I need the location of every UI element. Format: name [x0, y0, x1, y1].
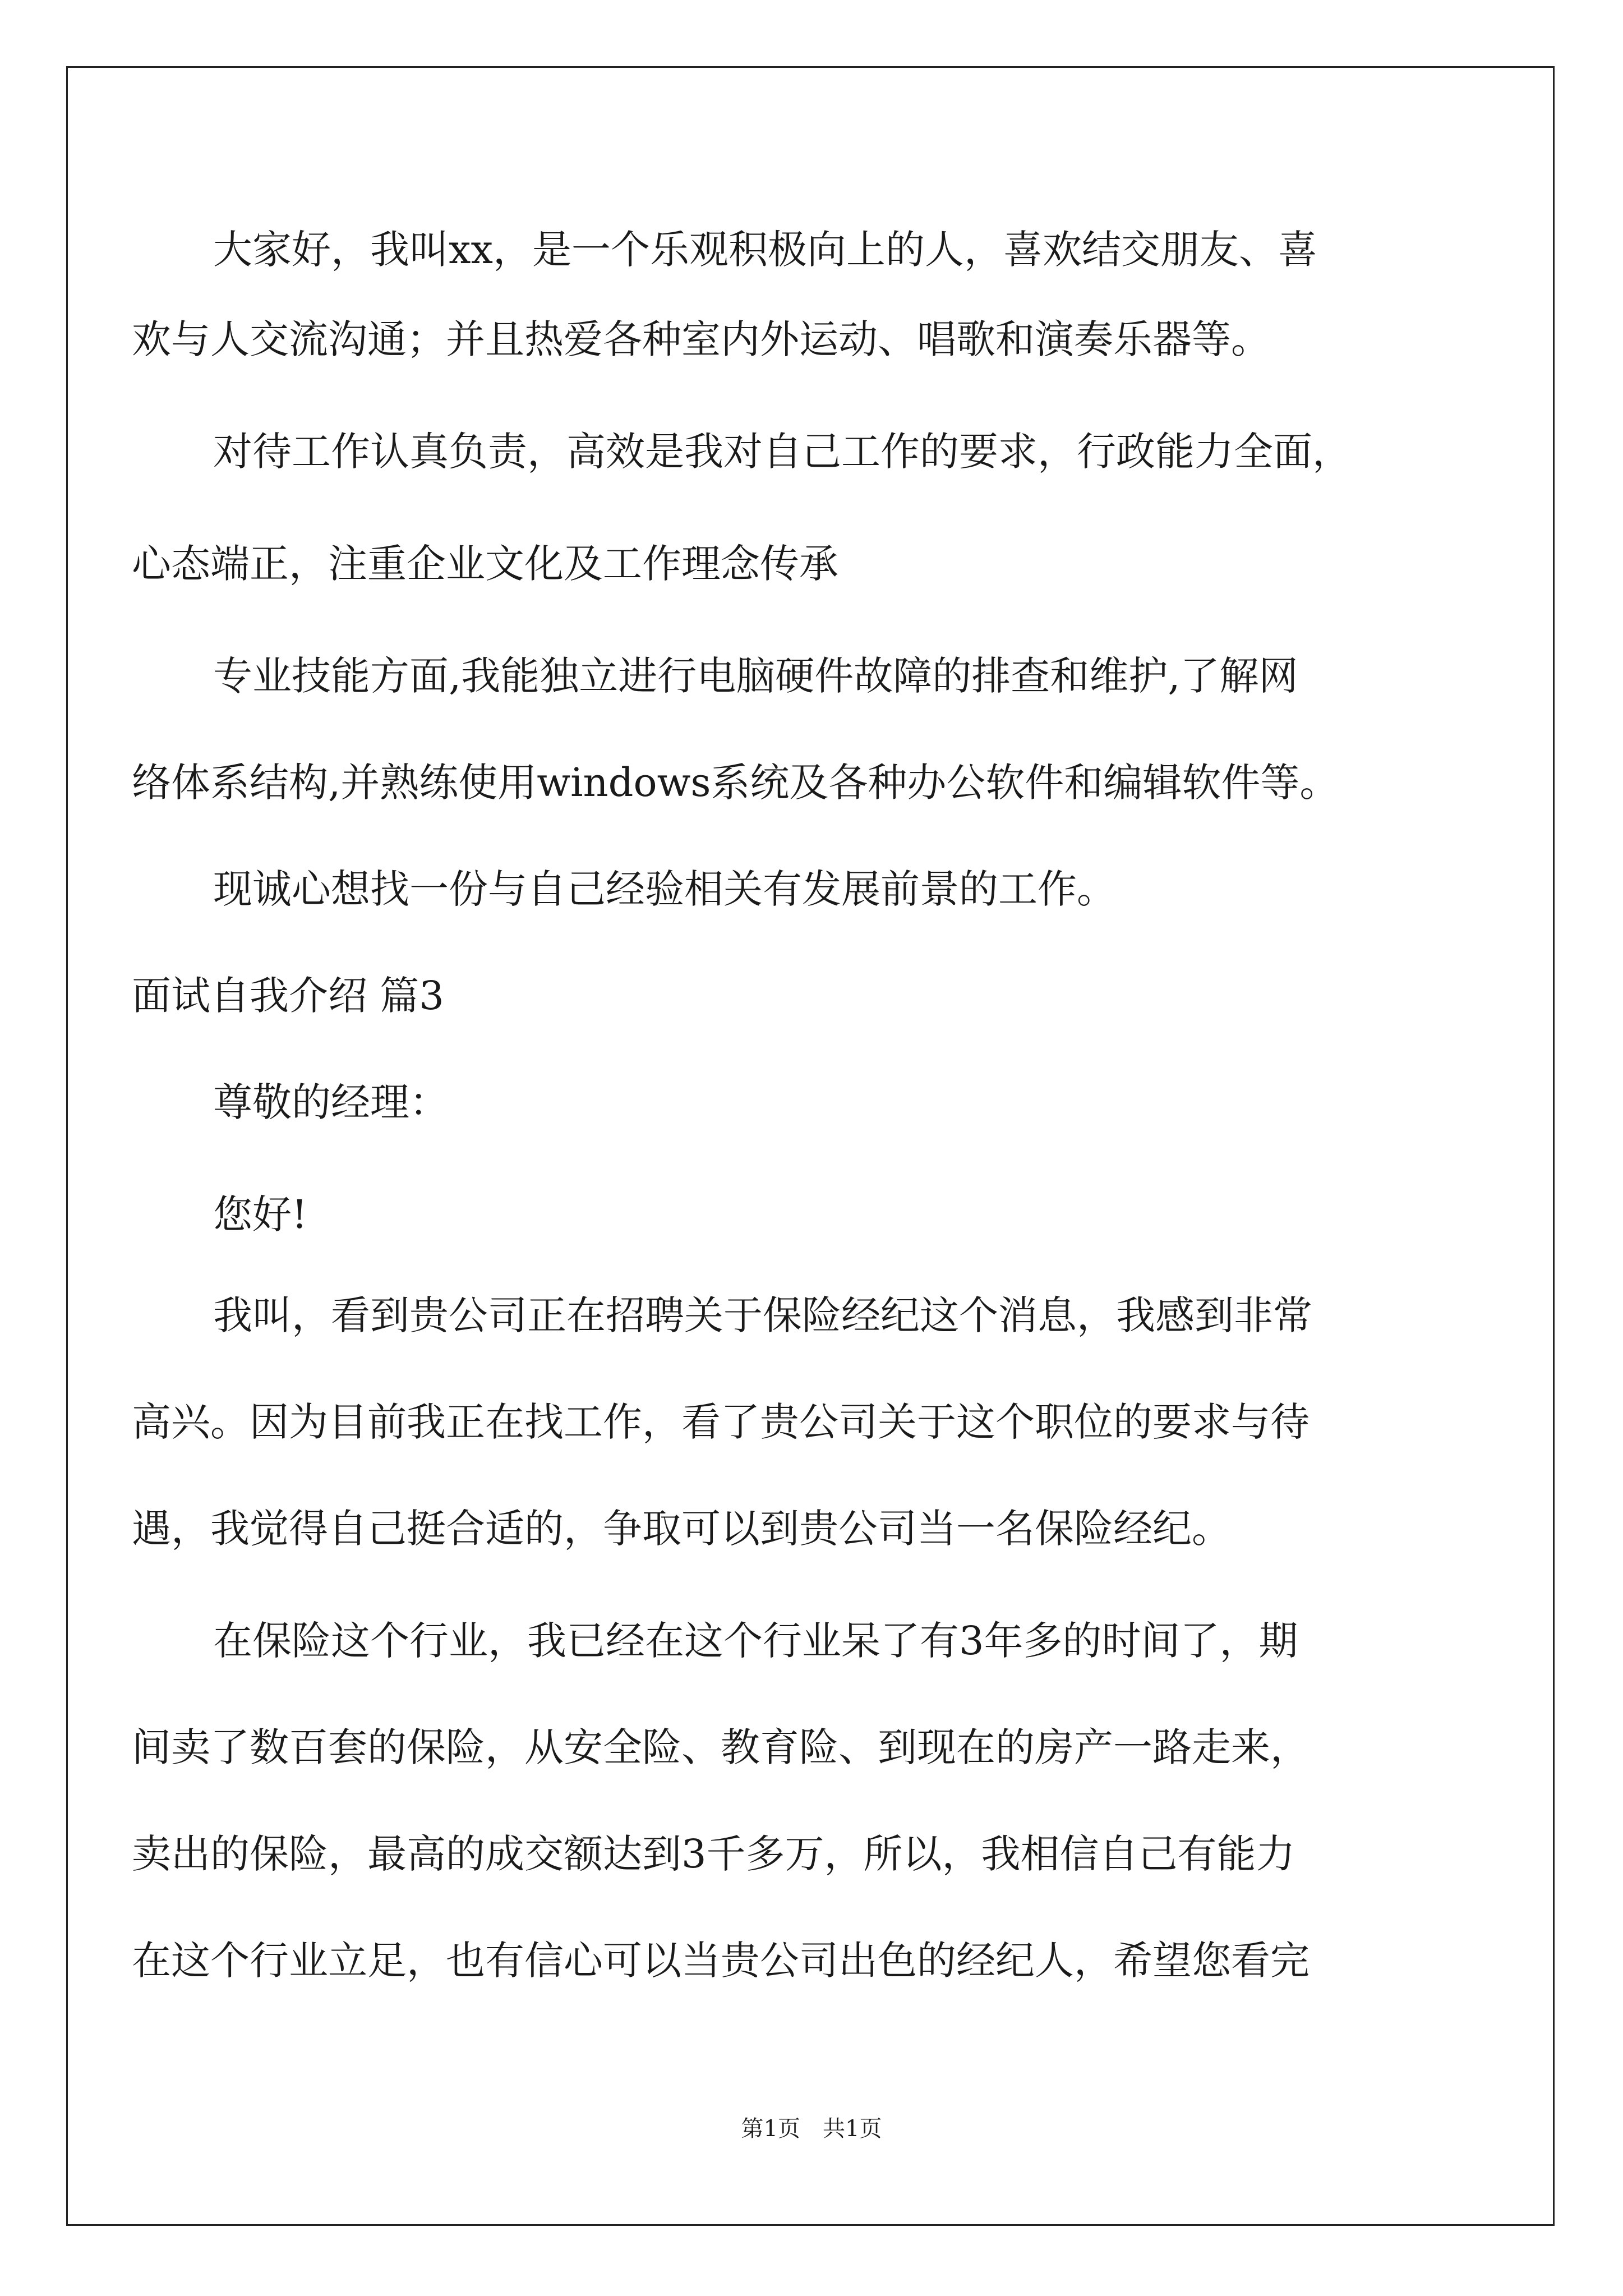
paragraph-line: 间卖了数百套的保险，从安全险、教育险、到现在的房产一路走来，: [132, 1724, 1310, 1770]
greeting: 您好!: [213, 1191, 308, 1237]
paragraph-line: 对待工作认真负责，高效是我对自己工作的要求，行政能力全面，: [213, 429, 1352, 475]
page-border: [66, 66, 1555, 2226]
paragraph-line: 心态端正，注重企业文化及工作理念传承: [132, 541, 838, 587]
paragraph-line: 遇，我觉得自己挺合适的，争取可以到贵公司当一名保险经纪。: [132, 1506, 1231, 1552]
paragraph-line: 在这个行业立足，也有信心可以当贵公司出色的经纪人，希望您看完: [132, 1938, 1310, 1984]
paragraph-line: 大家好，我叫xx，是一个乐观积极向上的人，喜欢结交朋友、喜: [213, 227, 1317, 273]
paragraph-line: 现诚心想找一份与自己经验相关有发展前景的工作。: [213, 866, 1116, 912]
paragraph-line: 专业技能方面,我能独立进行电脑硬件故障的排查和维护,了解网: [213, 653, 1298, 699]
paragraph-line: 欢与人交流沟通；并且热爱各种室内外运动、唱歌和演奏乐器等。: [132, 316, 1270, 362]
paragraph-line: 高兴。因为目前我正在找工作，看了贵公司关于这个职位的要求与待: [132, 1399, 1310, 1445]
page-footer: [0, 2115, 1623, 2143]
paragraph-line: 卖出的保险，最高的成交额达到3千多万，所以，我相信自己有能力: [132, 1831, 1295, 1877]
page-number: 第1页: [741, 2116, 800, 2142]
salutation: 尊敬的经理：: [213, 1079, 449, 1125]
paragraph-line: 络体系结构,并熟练使用windows系统及各种办公软件和编辑软件等。: [132, 760, 1339, 806]
paragraph-line: 在保险这个行业，我已经在这个行业呆了有3年多的时间了，期: [213, 1618, 1298, 1664]
page-total: 共1页: [823, 2116, 882, 2142]
section-heading: 面试自我介绍 篇3: [132, 973, 444, 1019]
paragraph-line: 我叫，看到贵公司正在招聘关于保险经纪这个消息，我感到非常: [213, 1292, 1312, 1338]
